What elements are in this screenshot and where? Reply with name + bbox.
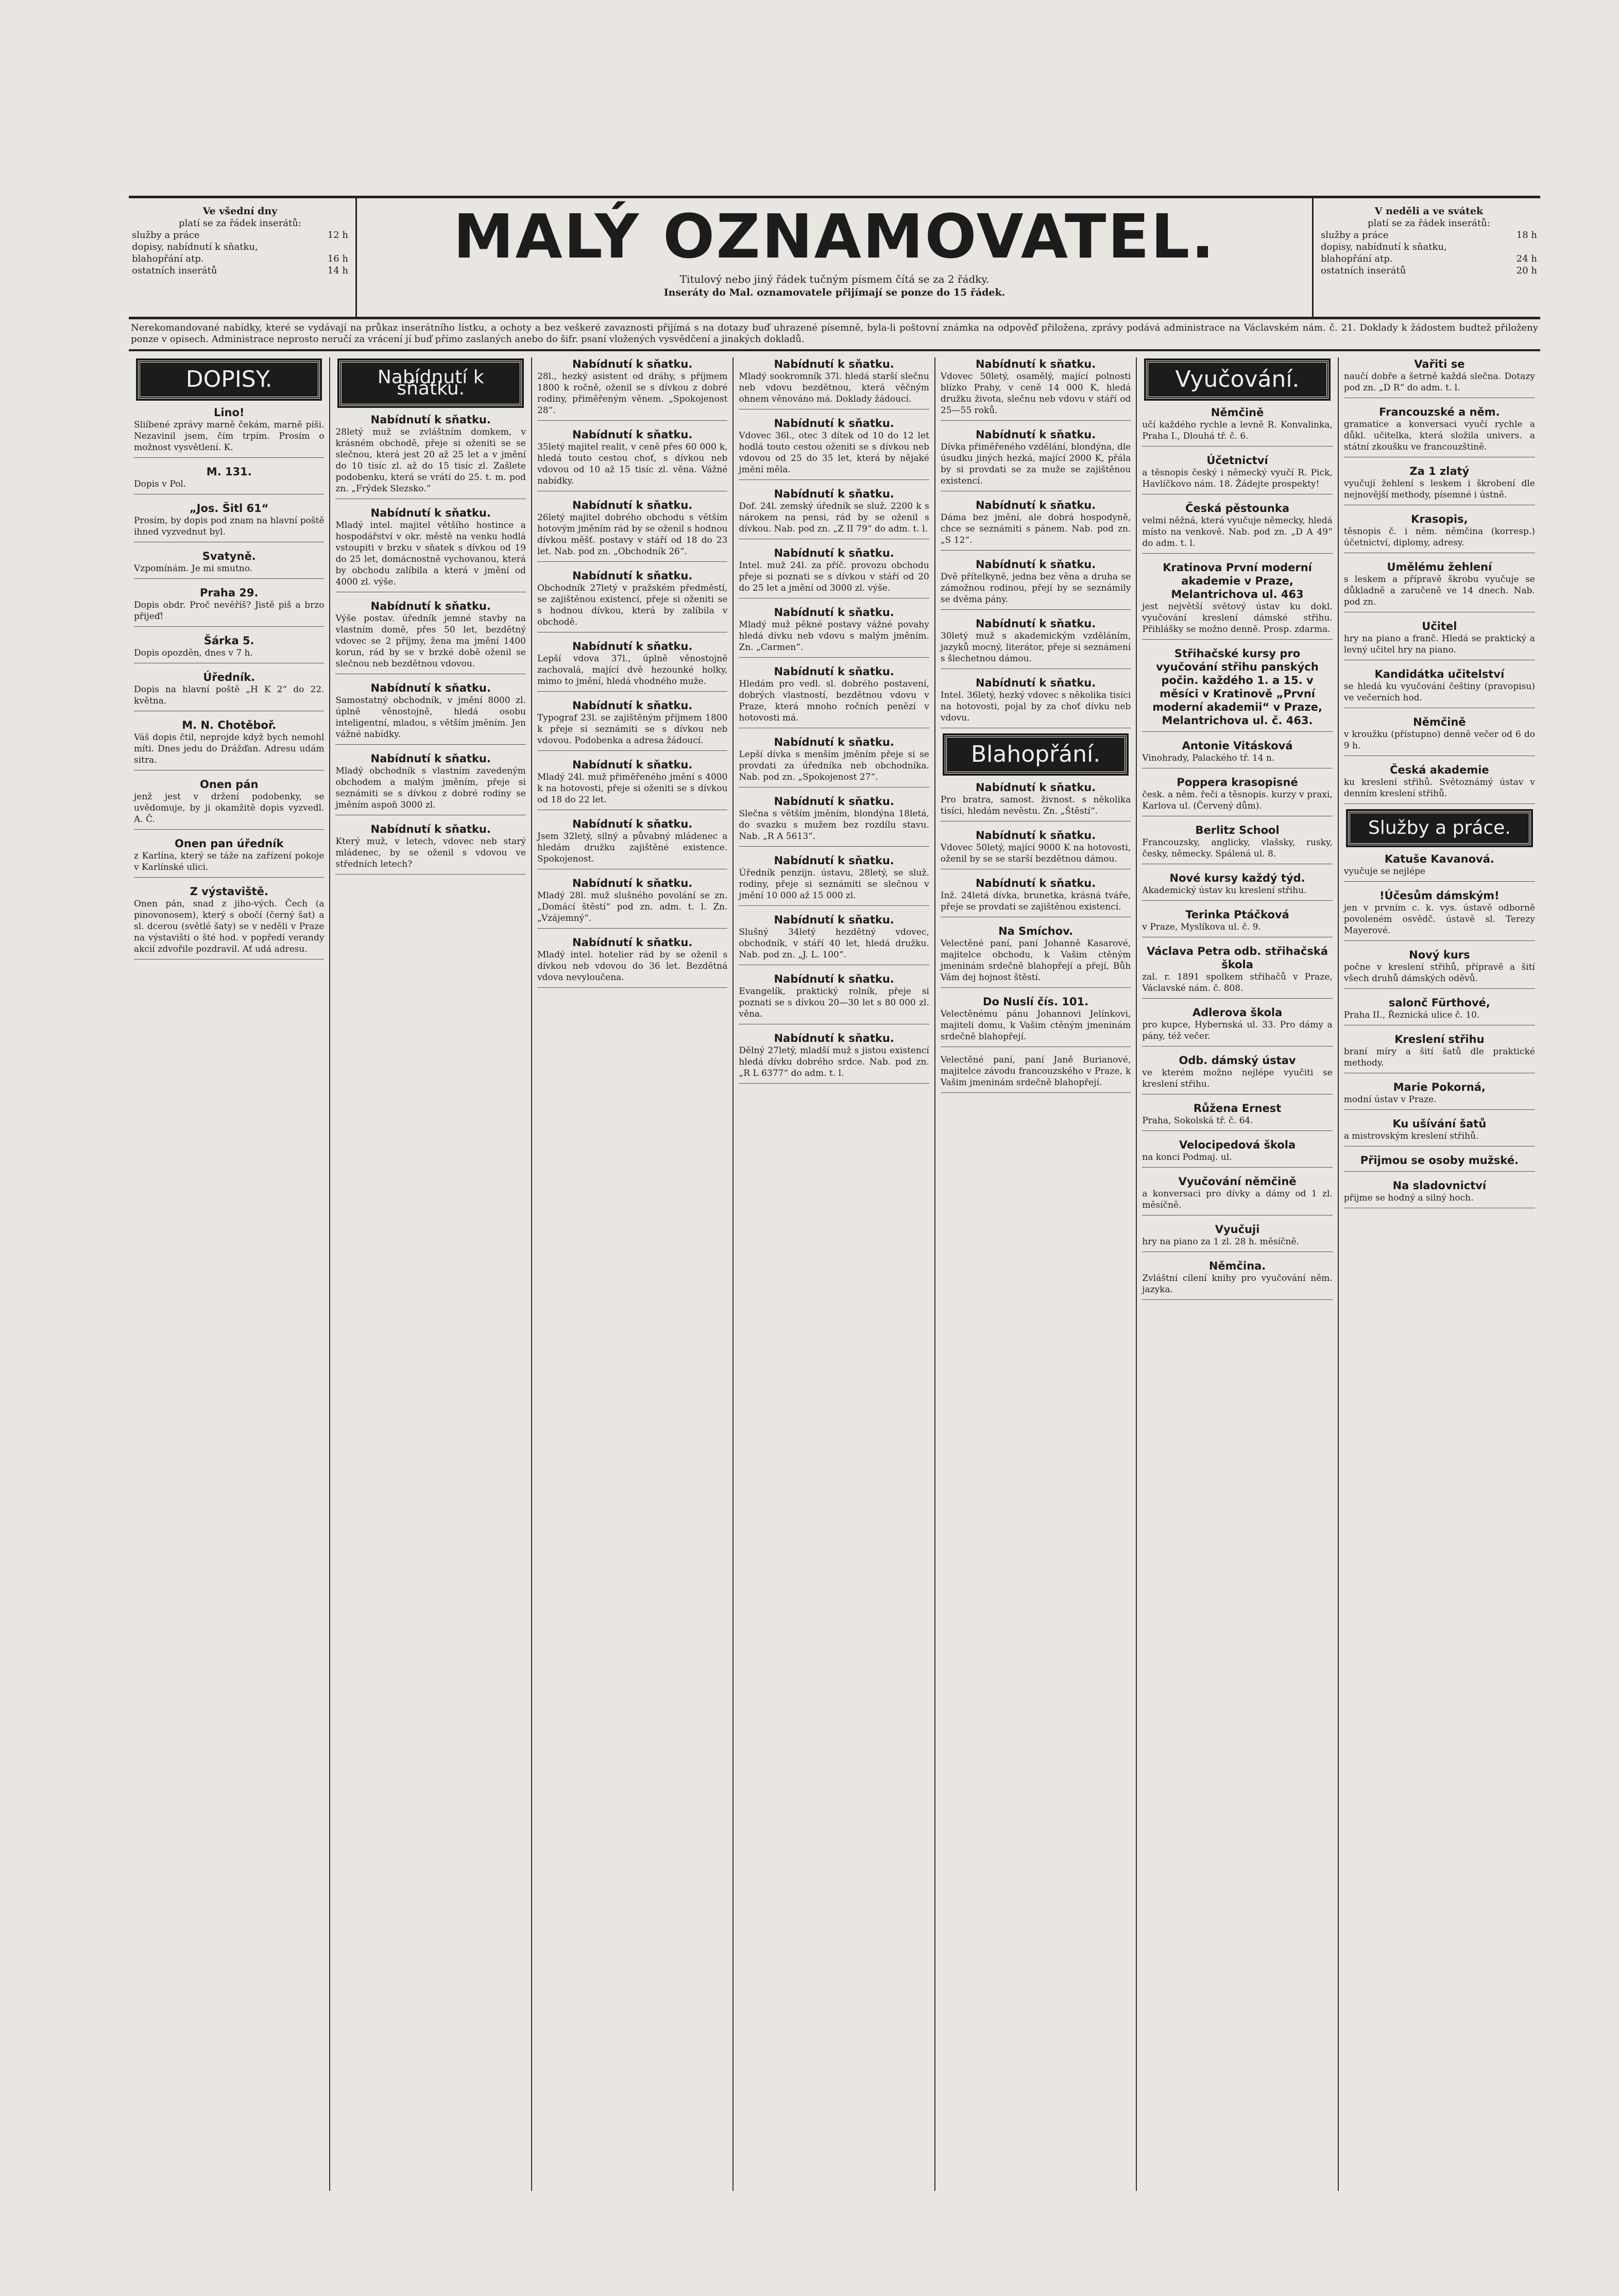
ad-text: Praha, Sokolská tř. č. 64. — [1142, 1116, 1253, 1126]
classified-ad — [1142, 908, 1332, 937]
ad-text: Evangelík, praktický rolník, přeje si poznati se s dívkou 20—30 let s 80 000 zl. věna. — [739, 986, 929, 1019]
classified-ad — [335, 506, 525, 592]
classified-ad — [941, 558, 1131, 610]
classified-ad — [134, 671, 324, 711]
ad-heading: Terinka Ptáčková — [1185, 909, 1289, 921]
ad-heading: Kratinova První moderní akademie v Praze, Melantrichova ul. 463 — [1163, 561, 1312, 601]
classified-ad — [1142, 945, 1332, 999]
ad-text: Dopis opozděn, dnes v 7 h. — [134, 648, 253, 658]
column-4 — [734, 357, 935, 2191]
ad-heading: Onen pan úředník — [175, 837, 284, 850]
ad-text: Mladý 28l. muž slušného povolání se zn. „Domácí štěstí“ pod zn. adm. t. l. Zn. „Vzájemný“. — [537, 890, 728, 923]
ad-text: Velectěné paní, paní Johanně Kasarové, majitelce obchodu, k Vašim ctěným jmeninám srdečně blahopřejí a přejí, Bůh Vám dej hojnost štěstí. — [940, 938, 1131, 983]
classified-ad — [1344, 465, 1535, 505]
masthead — [129, 196, 1540, 319]
classified-ad — [1344, 948, 1535, 989]
ad-heading: Úředník. — [203, 671, 255, 683]
ad-text: česk. a něm. řeči a těsnopis. kurzy v praxi, Karlova ul. (Červený dům). — [1142, 790, 1333, 811]
ad-text: Dopis obdr. Proč nevěříš? Jistě piš a brzo přijeď! — [134, 600, 325, 622]
ad-text: Dopis na hlavní poště „H K 2“ do 22. května. — [134, 684, 325, 706]
column-5 — [935, 357, 1137, 2191]
subtitle: Titulový nebo jiný řádek tučným písmem čítá se za 2 řádky. — [679, 273, 990, 285]
ad-heading: Nabídnutí k sňatku. — [774, 358, 894, 370]
classified-ad — [537, 699, 727, 751]
classified-ad — [941, 617, 1131, 669]
classified-ad — [1344, 889, 1535, 941]
price-row: ostatních inserátů 14 h — [132, 265, 348, 276]
classified-ad — [1344, 1081, 1535, 1110]
ad-text: se hledá ku vyučování češtiny (pravopisu) ve večerních hod. — [1343, 681, 1535, 703]
ad-heading: Účetnictví — [1206, 454, 1268, 467]
classified-ad — [1344, 405, 1535, 457]
ad-heading: Nabídnutí k sňatku. — [975, 829, 1096, 842]
ad-text: Typograf 23l. se zajištěným příjmem 1800 k přeje si seznámiti se s dívkou neb vdovou. Podobenka a adresa žádoucí. — [537, 713, 728, 746]
ad-text: Velectěnému pánu Johannovi Jelínkovi, majiteli domu, k Vašim ctěným jmeninám srdečně blahopřejí. — [940, 1009, 1131, 1042]
classified-ad — [1344, 1179, 1535, 1208]
ad-text: Onen pán, snad z jiho-vých. Čech (a pinovonosem), který s obočí (černý šat) a sl. dcerou (světlé šaty) se v neděli v Praze na výstavišti o šté hod. v popředí verandy akcií zdvořile pozdravil. Ať udá adresu. — [134, 899, 325, 954]
ad-heading: Nabídnutí k sňatku. — [975, 358, 1096, 370]
ad-heading: Krasopis, — [1411, 513, 1468, 525]
ad-heading: Nabídnutí k sňatku. — [774, 973, 894, 985]
ad-heading: Odb. dámský ústav — [1179, 1054, 1296, 1067]
ad-heading: Učitel — [1422, 620, 1457, 632]
price-row: služby a práce 12 h — [132, 230, 348, 241]
ad-text: naučí dobře a šetrně každá slečna. Dotazy pod zn. „D R“ do adm. t. l. — [1343, 371, 1535, 393]
ad-text: Akademický ústav ku kreslení střihu. — [1142, 885, 1307, 896]
ad-heading: Nabídnutí k sňatku. — [975, 877, 1096, 889]
classified-ad — [739, 735, 929, 787]
ad-text: Obchodník 27letý v pražském předměstí, se zajištěnou existencí, přeje si oženiti se s hodnou dívkou, která by zalíbila v obchodě. — [537, 583, 728, 627]
classified-ad — [134, 837, 324, 878]
classified-ad — [134, 502, 324, 542]
ad-heading: Poppera krasopisné — [1177, 776, 1298, 789]
ad-heading: Katuše Kavanová. — [1384, 853, 1494, 865]
ad-heading: Kandidátka učitelství — [1374, 668, 1505, 680]
price-box-head: V neděli a ve svátek — [1374, 205, 1484, 217]
classified-ad — [134, 778, 324, 830]
ad-heading: Onen pán — [200, 778, 259, 791]
ad-text: Výše postav. úředník jemné stavby na vlastním domě, přes 50 let, bezdětný vdovec se 2 příjmy, žena ma jmění 1400 korun, rád by se v brzké době oženil se slečnou neb bezdětnou vdovou. — [335, 613, 526, 669]
ad-heading: Nabídnutí k sňatku. — [572, 759, 693, 771]
ad-heading: Nabídnutí k sňatku. — [572, 499, 693, 511]
ad-heading: Nabídnutí k sňatku. — [370, 682, 491, 694]
ad-heading: Svatyně. — [202, 550, 256, 562]
ad-heading: Nabídnutí k sňatku. — [370, 600, 491, 612]
classified-ad — [537, 877, 727, 929]
ad-text: 30letý muž s akademickým vzděláním, jazyků mocný, literátor, přeje si seznámení s šlechetnou dámou. — [940, 631, 1131, 664]
classified-ad — [1344, 620, 1535, 660]
classified-ad — [739, 606, 929, 658]
ad-heading: Lino! — [213, 406, 245, 419]
newspaper-page — [129, 196, 1540, 2246]
ad-heading: Nový kurs — [1409, 949, 1470, 961]
ad-text: Jsem 32letý, silný a půvabný mládenec a hledám družku zajištěné existence. Spokojenost. — [537, 831, 728, 864]
ad-text: Hledám pro vedl. sl. dobrého postavení, dobrých vlastností, bezdětnou vdovu v Praze, která mnoho ročních penězí v hotovosti má. — [739, 679, 929, 723]
ad-heading: Nabídnutí k sňatku. — [774, 665, 894, 678]
classified-ad — [537, 569, 727, 632]
ad-text: zal. r. 1891 spolkem střihačů v Praze, Václavské nám. č. 808. — [1142, 972, 1333, 993]
classified-ad — [537, 428, 727, 491]
ad-text: Vdovec 50letý, osamělý, mající polnosti blízko Prahy, v ceně 14 000 K, hledá družku života, slečnu neb vdovu v stáří od 25—55 roků. — [940, 371, 1131, 416]
classified-ad — [941, 1054, 1131, 1093]
classified-ad — [1142, 647, 1332, 732]
ad-heading: Nabídnutí k sňatku. — [774, 606, 894, 619]
ad-heading: Střihačské kursy pro vyučování střihu panských počin. každého 1. a 15. v měsíci v Kratinově „První moderní akademii“ v Praze, Melantrichova ul. č. 463. — [1152, 647, 1322, 727]
ad-text: Mladý muž pěkné postavy vážné povahy hledá dívku neb vdovu s malým jměním. Zn. „Carmen“. — [739, 620, 929, 653]
subtitle-rule: Inseráty do Mal. oznamovatele přijímají se ponze do 15 řádek. — [663, 287, 1006, 298]
page-title: MALÝ OZNAMOVATEL. — [453, 201, 1216, 272]
price-box-sub: platí se za řádek inserátů: — [179, 218, 301, 229]
ad-heading: Nabídnutí k sňatku. — [572, 936, 693, 949]
ad-heading: Němčině — [1211, 406, 1264, 419]
classified-ad — [1344, 763, 1535, 804]
ad-heading: Velocipedová škola — [1179, 1139, 1296, 1151]
ad-text: Mladý sookromník 37l. hledá starší slečnu neb vdovu bezdětnou, která věčným ohnem věnováno má. Doklady žádoucí. — [739, 371, 929, 404]
price-box-head: Ve všední dny — [202, 205, 278, 217]
classified-ad — [134, 718, 324, 770]
ad-text: gramatice a konversaci vyučí rychle a důkl. učitelka, která složila univers. a státní zkoušku ve francouzštině. — [1343, 419, 1535, 452]
ad-text: Vdovec 36l., otec 3 dítek od 10 do 12 let hodlá touto cestou oženiti se s dívkou neb vdovou od 25 do 35 let, která by nějaké jmění měla. — [739, 431, 929, 475]
classified-ad — [941, 499, 1131, 551]
ad-text: braní míry a šití šatů dle praktické methody. — [1343, 1047, 1535, 1068]
ad-heading: M. N. Chotěboř. — [182, 719, 277, 731]
ad-text: ku kreslení střihů. Světoznámý ústav v denním kreslení střihů. — [1343, 777, 1535, 799]
ad-text: Dívka přiměřeného vzdělání, blondýna, dle úsudku jiných hezká, mající 2000 K, přála by si provdati se za muže se zajištěnou existencí. — [940, 442, 1131, 486]
ad-text: Francouzsky, anglicky, vlašsky, rusky, česky, německy. Spálená ul. 8. — [1142, 837, 1333, 859]
ad-text: Úředník penzijn. ústavu, 28letý, se služ. rodiny, přeje si seznámiti se slečnou v jmění 10 000 až 15 000 zl. — [739, 868, 929, 901]
classified-ad — [134, 550, 324, 579]
classified-ad — [1142, 1138, 1332, 1168]
classified-ad — [1344, 667, 1535, 708]
ad-text: Mladý obchodník s vlastním zavedeným obchodem a malým jměním, přeje si seznámiti se s dívkou z dobré rodiny se jměním aspoň 3000 zl. — [335, 766, 526, 810]
classified-ad — [1142, 406, 1332, 447]
price-row: dopisy, nabídnutí k sňatku, — [132, 242, 258, 252]
ad-text: Dvě přítelkyně, jedna bez věna a druha se zámožnou rodinou, přejí by se seznámily se dvěma pány. — [940, 572, 1131, 605]
price-box-holiday — [1321, 205, 1537, 277]
classified-ad — [1142, 1006, 1332, 1047]
classified-ad — [537, 936, 727, 988]
ad-heading: Nabídnutí k sňatku. — [572, 570, 693, 582]
ad-text: Praha II., Řeznická ulice č. 10. — [1343, 1010, 1480, 1020]
classified-ad — [739, 665, 929, 728]
classified-ad — [335, 752, 525, 815]
ad-heading: Česká pěstounka — [1185, 502, 1290, 515]
ad-heading: Nabídnutí k sňatku. — [774, 488, 894, 500]
section-banner: Nabídnutí k sňatku. — [339, 361, 521, 406]
ad-text: na konci Podmaj. ul. — [1142, 1152, 1232, 1162]
ad-heading: Přijmou se osoby mužské. — [1360, 1154, 1519, 1167]
ad-text: Vzpomínám. Je mi smutno. — [134, 563, 253, 574]
classified-ad — [739, 1032, 929, 1084]
ad-heading: Nabídnutí k sňatku. — [774, 1032, 894, 1044]
classified-ad — [941, 428, 1131, 491]
ad-heading: Nabídnutí k sňatku. — [975, 429, 1096, 441]
classified-ad — [1344, 512, 1535, 553]
ad-heading: Nabídnutí k sňatku. — [774, 417, 894, 430]
ad-text: učí každého rychle a levně R. Konvalinka, Praha I., Dlouhá tř. č. 6. — [1142, 420, 1333, 441]
ad-heading: Na sladovnictví — [1392, 1179, 1487, 1192]
notice-text: Nerekomandované nabídky, které se vydávají na průkaz inserátního lístku, a ochoty a bez veškeré zavaznosti přijímá s na dotazy buď uhrazené písemně, byla-li poštovní známka na odpověď přiložena, zprávy podává administrace na Václavském nám. č. 21. Doklady k žádostem budtež přiloženy ponze v opisech. Administrace neprosto neručí za vrácení jí buď přímo zaslaných anebo do šifr. psaní vložených vysvědčení a jinakých dokladů. — [129, 319, 1540, 351]
classified-ad — [941, 995, 1131, 1047]
classified-ad — [941, 924, 1131, 988]
ad-heading: Nabídnutí k sňatku. — [572, 358, 693, 370]
ad-text: Dělný 27letý, mladší muž s jistou existencí hledá dívku dobrého srdce. Nab. pod zn. „R L 6377“ do adm. t. l. — [739, 1046, 929, 1078]
classified-ad — [134, 586, 324, 627]
price-row: dopisy, nabídnutí k sňatku, — [1321, 242, 1447, 252]
section-banner: Blahopřání. — [945, 735, 1127, 774]
ad-text: vyučují žehlení s leskem i škrobení dle nejnovější methody, písemné i ústně. — [1343, 478, 1535, 500]
ad-heading: Francouzské a něm. — [1379, 406, 1500, 418]
classified-ad — [335, 823, 525, 875]
classified-ad — [537, 758, 727, 810]
ad-heading: Šárka 5. — [203, 635, 254, 647]
ad-text: z Karlína, který se táže na zařízení pokoje v Karlínské ulici. — [134, 851, 325, 872]
column-6 — [1137, 357, 1338, 2191]
ad-heading: Nabídnutí k sňatku. — [370, 752, 491, 765]
ad-text: ve kterém možno nejlépe vyučiti se kreslení střihu. — [1142, 1068, 1333, 1089]
ad-heading: Nabídnutí k sňatku. — [572, 818, 693, 830]
ad-text: velmi něžná, která vyučuje německy, hledá místo na venkově. Nab. pod zn. „D A 49“ do adm. t. l. — [1142, 516, 1333, 549]
ad-heading: Nabídnutí k sňatku. — [370, 823, 491, 835]
ad-text: přijme se hodný a silný hoch. — [1343, 1193, 1474, 1203]
ad-heading: Kreslení střihu — [1394, 1033, 1485, 1046]
ad-heading: Němčina. — [1208, 1260, 1266, 1272]
ad-text: Dof. 24l. zemský úředník se služ. 2200 k s nárokem na pensi, rád by se oženil s dívkou. Nab. pod zn. „Z II 79“ do adm. t. l. — [739, 501, 929, 534]
classified-ad — [134, 406, 324, 458]
ad-text: Pro bratra, samost. živnost. s několika tisíci, hledám nevěstu. Zn. „Štěstí“. — [940, 795, 1131, 816]
ad-text: modní ústav v Praze. — [1343, 1094, 1437, 1105]
column-3 — [532, 357, 734, 2191]
ad-text: Prosím, by dopis pod znam na hlavní poště ihned vyzvednut byl. — [134, 516, 325, 537]
ad-text: Vdovec 50letý, mající 9000 K na hotovosti, oženil by se se starší bezdětnou dámou. — [940, 843, 1131, 864]
classified-ad — [739, 795, 929, 847]
ad-heading: Za 1 zlatý — [1409, 465, 1470, 477]
ad-text: hry na piano a franč. Hledá se praktický a levný učitel hry na piano. — [1343, 633, 1535, 655]
column-1 — [129, 357, 330, 2191]
classified-ad — [941, 877, 1131, 917]
ad-heading: Nabídnutí k sňatku. — [774, 795, 894, 808]
price-row: služby a práce 18 h — [1321, 230, 1537, 241]
ad-text: v kroužku (přístupno) denně večer od 6 do 9 h. — [1343, 729, 1535, 751]
classified-ad — [1344, 1033, 1535, 1073]
ad-heading: Praha 29. — [199, 587, 259, 599]
ad-text: Dopis v Pol. — [134, 479, 186, 489]
ad-heading: Umělému žehlení — [1387, 561, 1492, 573]
ad-heading: Nabídnutí k sňatku. — [975, 499, 1096, 511]
column-2 — [330, 357, 532, 2191]
ad-heading: Nabídnutí k sňatku. — [370, 414, 491, 426]
classified-ad — [1142, 454, 1332, 494]
ad-heading: Ku ušívání šatů — [1392, 1118, 1487, 1130]
classified-ad — [1344, 357, 1535, 398]
ad-text: Lepší vdova 37l., úplně věnostojně zachovalá, mající dvě hezounké holky, mimo to jmění, hledá vhodného muže. — [537, 654, 728, 687]
classified-ad — [1142, 1054, 1332, 1094]
ad-heading: Růžena Ernest — [1193, 1102, 1282, 1115]
ad-text: 28l., hezký asistent od dráhy, s příjmem 1800 k ročně, oženil se s dívkou z dobré rodiny, přiměřeným věnem. „Spokojenost 28“. — [537, 371, 728, 416]
columns — [129, 357, 1540, 2191]
ad-heading: Vyučování němčině — [1178, 1175, 1297, 1188]
ad-heading: Nabídnutí k sňatku. — [774, 736, 894, 748]
ad-heading: Nové kursy každý týd. — [1169, 872, 1305, 884]
ad-text: s leskem a přípravě škrobu vyučuje se důkladně a zaručeně ve 14 dnech. Nab. pod zn. — [1343, 574, 1535, 607]
classified-ad — [1142, 739, 1332, 768]
ad-heading: Nabídnutí k sňatku. — [572, 640, 693, 653]
ad-text: hry na piano za 1 zl. 28 h. měsíčně. — [1142, 1237, 1299, 1247]
ad-text: jen v prvním c. k. vys. ústavě odborně povoleném osvědč. ústavě sl. Terezy Mayerové. — [1343, 903, 1535, 936]
ad-text: počne v kreslení střihů, přípravě a šití všech druhů dámských oděvů. — [1343, 962, 1535, 984]
classified-ad — [1142, 1223, 1332, 1252]
ad-heading: Do Nuslí čís. 101. — [983, 996, 1089, 1008]
ad-heading: Marie Pokorná, — [1393, 1081, 1486, 1093]
classified-ad — [1344, 852, 1535, 882]
ad-heading: Nabídnutí k sňatku. — [370, 507, 491, 519]
ad-text: Mladý intel. majitel většího hostince a hospodářství v okr. městě na venku hodlá vstoupiti v brzku v sňatek s dívkou od 19 do 25 let, domácnostně vychovanou, která by obchodu zalíbila a která v jmění od 4000 zl. výše. — [335, 520, 526, 587]
ad-text: Intel. 36letý, hezký vdovec s několika tisíci na hotovosti, pojal by za choť dívku neb vdovu. — [940, 690, 1131, 723]
ad-text: 26letý majitel dobrého obchodu s větším hotovým jměním rád by se oženil s hodnou dívkou měšť. postavy v stáří od 18 do 23 let. Nab. pod zn. „Obchodník 26“. — [537, 512, 728, 557]
section-banner: DOPISY. — [138, 361, 320, 399]
title-block — [355, 198, 1314, 317]
ad-text: vyučuje se nejlépe — [1343, 866, 1426, 877]
classified-ad — [1142, 561, 1332, 640]
classified-ad — [134, 465, 324, 494]
ad-text: pro kupce, Hybernská ul. 33. Pro dámy a pány, též večer. — [1142, 1020, 1333, 1041]
ad-text: v Praze, Myslíkova ul. č. 9. — [1142, 922, 1261, 932]
classified-ad — [739, 487, 929, 539]
column-7 — [1339, 357, 1540, 2191]
ad-heading: Antonie Vitásková — [1182, 740, 1293, 752]
classified-ad — [1142, 871, 1332, 901]
ad-heading: Nabídnutí k sňatku. — [774, 914, 894, 926]
classified-ad — [739, 913, 929, 965]
ad-heading: Nabídnutí k sňatku. — [572, 877, 693, 889]
ad-text: Mladý 24l. muž přiměřeného jmění s 4000 k na hotovosti, přeje si oženiti se s dívkou od 18 do 22 let. — [537, 772, 728, 805]
ad-text: jenž jest v držení podobenky, se uvědomuje, by ji okamžitě dopis vyzvedl. A. Č. — [134, 792, 325, 825]
ad-heading: Vařiti se — [1414, 358, 1465, 370]
classified-ad — [1344, 715, 1535, 756]
classified-ad — [1344, 996, 1535, 1025]
classified-ad — [537, 499, 727, 562]
classified-ad — [941, 357, 1131, 421]
ad-heading: Nabídnutí k sňatku. — [975, 618, 1096, 630]
section-banner: Služby a práce. — [1348, 811, 1531, 845]
ad-heading: Berlitz School — [1195, 824, 1280, 836]
classified-ad — [739, 546, 929, 598]
ad-text: Dáma bez jmění, ale dobrá hospodyně, chce se seznámiti s pánem. Nab. pod zn. „S 12“. — [940, 512, 1131, 545]
price-row: blahopřání atp. 16 h — [132, 253, 348, 264]
ad-heading: Němčině — [1413, 716, 1466, 728]
ad-text: Sliíbené zprávy marně čekám, marně píši. Nezavinil jsem, čím trpím. Prosím o možnost vysvětlení. K. — [134, 420, 325, 453]
ad-heading: Česká akademie — [1390, 764, 1489, 776]
ad-heading: Václava Petra odb. střihačská škola — [1147, 945, 1328, 971]
classified-ad — [134, 634, 324, 663]
price-box-sub: platí se za řádek inserátů: — [1368, 218, 1490, 229]
ad-heading: Z výstaviště. — [190, 885, 268, 898]
ad-heading: Vyučuji — [1215, 1223, 1260, 1236]
classified-ad — [1142, 502, 1332, 554]
classified-ad — [1344, 1154, 1535, 1172]
ad-text: Velectěné paní, paní Janě Burianové, majitelce závodu francouzského v Praze, k Vašim jmeninám srdečně blahopřejí. — [940, 1055, 1131, 1088]
ad-text: Zvláštní cílení knihy pro vyučování něm. jazyka. — [1142, 1273, 1333, 1295]
classified-ad — [941, 676, 1131, 728]
ad-heading: Na Smíchov. — [998, 925, 1073, 937]
ad-text: Intel. muž 24l. za příč. provozu obchodu přeje si poznati se s dívkou v stáří od 20 do 25 let a jmění od 3000 zl. výše. — [739, 560, 929, 593]
classified-ad — [335, 599, 525, 674]
ad-heading: !Účesům dámským! — [1379, 889, 1499, 902]
ad-heading: Nabídnutí k sňatku. — [975, 677, 1096, 689]
classified-ad — [537, 357, 727, 421]
classified-ad — [1142, 1102, 1332, 1131]
classified-ad — [1344, 1117, 1535, 1146]
ad-text: 35letý majitel realit, v ceně přes 60 000 k, hledá touto cestou choť, s dívkou neb vdovou od 10 až 15 tisíc zl. věna. Vážné nabídky. — [537, 442, 728, 486]
classified-ad — [739, 417, 929, 480]
ad-heading: Nabídnutí k sňatku. — [774, 547, 894, 559]
ad-text: Slušný 34letý hezdětný vdovec, obchodník, v stáří 40 let, hledá družku. Nab. pod zn. „J. L. 100“. — [739, 927, 929, 960]
ad-heading: Nabídnutí k sňatku. — [975, 558, 1096, 571]
ad-heading: Nabídnutí k sňatku. — [774, 854, 894, 867]
classified-ad — [941, 781, 1131, 821]
ad-text: a mistrovským kreslení střihů. — [1343, 1131, 1479, 1141]
ad-text: a těsnopis český i německý vyučí R. Pick, Havlíčkovo nám. 18. Žádejte prospekty! — [1142, 468, 1333, 489]
ad-text: Mladý intel. hotelier rád by se oženil s dívkou neb vdovou do 36 let. Bezdětná vdova nevyloučena. — [537, 950, 728, 983]
classified-ad — [739, 357, 929, 409]
ad-text: Váš dopis čtil, neprojde když bych nemohl míti. Dnes jedu do Drážďan. Adresu udám sitra. — [134, 732, 325, 765]
price-row: blahopřání atp. 24 h — [1321, 253, 1537, 264]
section-banner: Vyučování. — [1146, 361, 1328, 399]
classified-ad — [1142, 776, 1332, 816]
classified-ad — [1142, 1175, 1332, 1215]
ad-text: 28letý muž se zvláštním domkem, v krásném obchodě, přeje si oženiti se se slečnou, která jest 20 až 25 let a v jmění do 10 tisíc zl. až do 15 tisíc zl. Zašlete podobenku, která se vrátí do 25. t. m. pod zn. „Frýdek Slezsko.“ — [335, 427, 526, 494]
ad-text: Vinohrady, Palackého tř. 14 n. — [1142, 753, 1275, 763]
classified-ad — [335, 681, 525, 745]
classified-ad — [739, 854, 929, 906]
ad-heading: Nabídnutí k sňatku. — [572, 429, 693, 441]
price-box-weekday — [132, 205, 348, 277]
ad-text: těsnopis č. i něm. němčina (korresp.) účetnictví, diplomy, adresy. — [1343, 526, 1535, 548]
ad-heading: Adlerova škola — [1192, 1006, 1283, 1019]
ad-text: Který muž, v letech, vdovec neb starý mládenec, by se oženil s vdovou ve středních letech? — [335, 836, 526, 869]
ad-heading: Nabídnutí k sňatku. — [975, 781, 1096, 794]
ad-heading: salonč Fürthové, — [1388, 997, 1490, 1009]
ad-text: Samostatný obchodník, v jmění 8000 zl. úplně věnostojně, hledá osobu inteligentní, mladou, s větším jměním. Jen vážné nabídky. — [335, 695, 526, 740]
classified-ad — [1142, 1259, 1332, 1300]
ad-text: Lepší dívka s menším jměním přeje si se provdati za úředníka neb obchodníka. Nab. pod zn. „Spokojenost 27“. — [739, 749, 929, 782]
ad-heading: „Jos. Šitl 61“ — [189, 502, 269, 515]
classified-ad — [537, 817, 727, 869]
classified-ad — [335, 413, 525, 499]
ad-text: jest největší světový ústav ku dokl. vyučování kreslení dámské střihu. Přihlášky se možno denně. Prosp. zdarma. — [1142, 602, 1333, 635]
classified-ad — [941, 829, 1131, 869]
classified-ad — [1344, 560, 1535, 612]
ad-text: Slečna s větším jměním, blondýna 18letá, do svazku s mužem bez rozdílu stavu. Nab. „R A 5613“. — [739, 809, 929, 842]
classified-ad — [537, 640, 727, 692]
classified-ad — [739, 972, 929, 1024]
ad-text: a konversaci pro dívky a dámy od 1 zl. měsíčně. — [1142, 1189, 1333, 1210]
ad-text: Inž. 24letá dívka, brunetka, krásná tváře, přeje se provdati se zajištěnou existencí. — [940, 890, 1131, 912]
classified-ad — [134, 885, 324, 959]
price-row: ostatních inserátů 20 h — [1321, 265, 1537, 276]
classified-ad — [1142, 824, 1332, 864]
ad-heading: M. 131. — [206, 466, 252, 478]
ad-heading: Nabídnutí k sňatku. — [572, 699, 693, 712]
